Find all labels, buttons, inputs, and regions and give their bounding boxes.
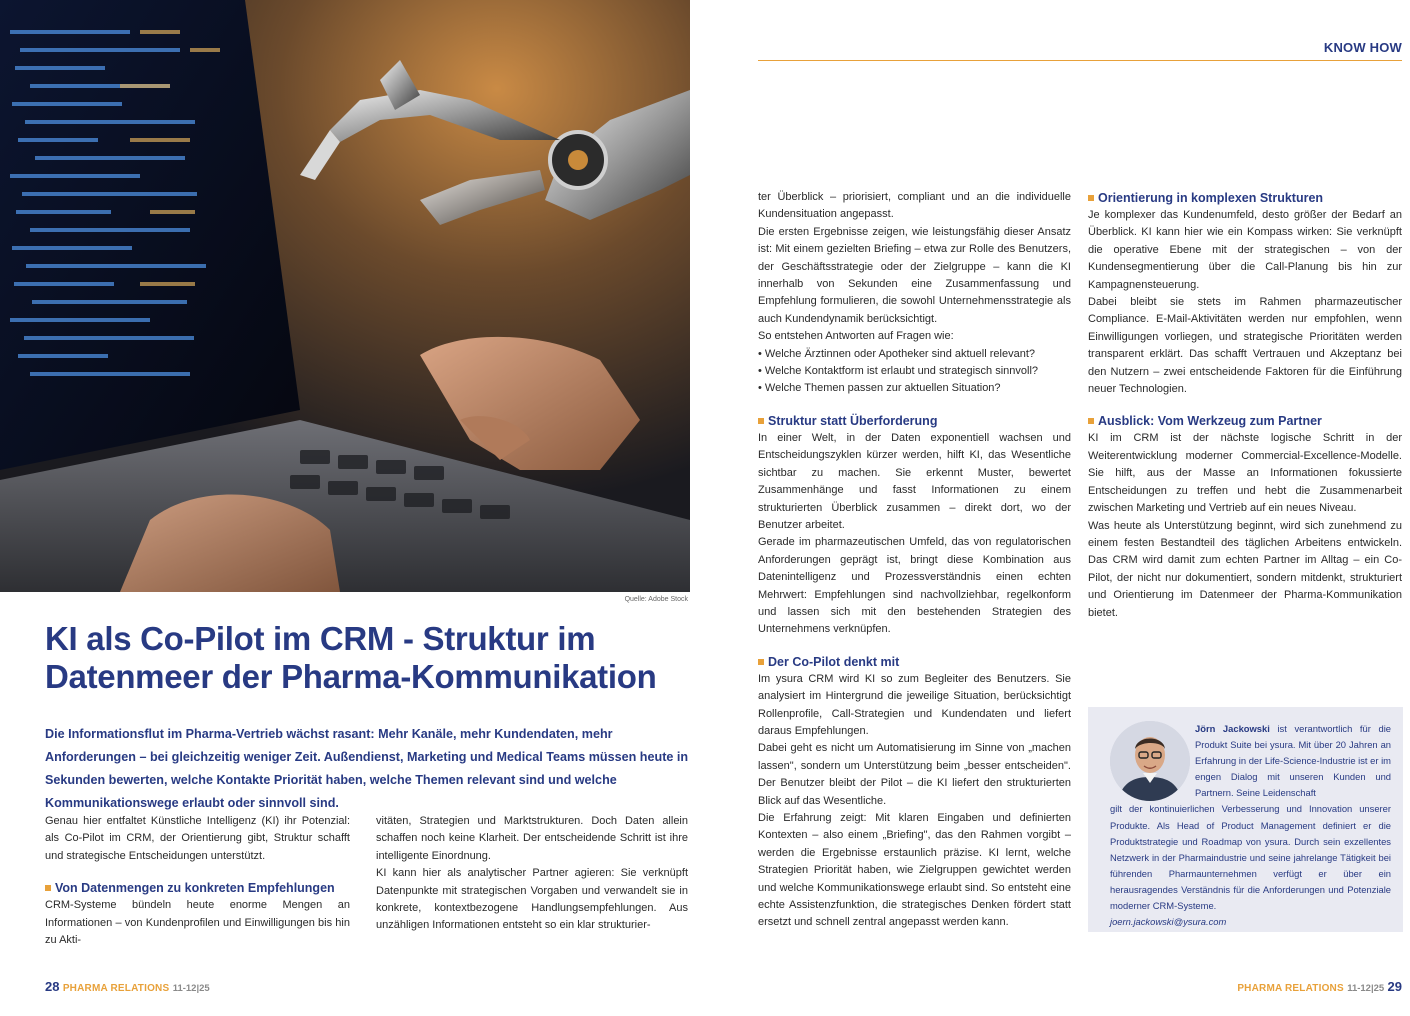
subheading: Der Co-Pilot denkt mit: [758, 653, 1071, 671]
magazine-name: PHARMA RELATIONS: [1237, 983, 1344, 994]
paragraph: Gerade im pharmazeutischen Umfeld, das von regulatorischen Anforderungen geprägt ist, bringt diese Kombination aus Datenintelligenz und Prozessverständnis einen echten Mehrwert: Empfehlungen sind nachvollziehbar, regelkonform und lassen sich mit den bestehenden Strategien des Unternehmens verknüpfen.: [758, 536, 1071, 636]
list-item: • Welche Themen passen zur aktuellen Situation?: [758, 380, 1071, 397]
author-name: Jörn Jackowski: [1195, 723, 1270, 734]
square-bullet-icon: [758, 659, 764, 665]
paragraph: Die ersten Ergebnisse zeigen, wie leistungsfähig dieser Ansatz ist: Mit einem gezielten Briefing – etwa zur Rolle des Benutzers, der Geschäftsstrategie oder der Zielgruppe – kann die KI innerhalb von Sekunden eine Zusammenfassung und Empfehlung formulieren, die sowohl Unternehmensstrategie als auch Kundendynamik berücksichtigt.: [758, 225, 1071, 325]
square-bullet-icon: [1088, 418, 1094, 424]
paragraph: Dabei geht es nicht um Automatisierung im Sinne von „machen lassen", sondern um Unterstützung beim „besser entscheiden". Der Benutzer bleibt der Pilot – die KI liefert den strukturierten Blick auf das Wesentliche.: [758, 742, 1071, 807]
paragraph: Je komplexer das Kundenumfeld, desto größer der Bedarf an Überblick. KI kann hier wie ein Kompass wirken: Sie verknüpft die operative Ebene mit der strategischen – von der Kundensegmentierung über die Call-Planung bis hin zur Kampagnensteuerung.: [1088, 209, 1402, 291]
author-email[interactable]: joern.jackowski@ysura.com: [1110, 916, 1227, 928]
hero-illustration: [0, 0, 690, 592]
paragraph: vitäten, Strategien und Marktstrukturen. Doch Daten allein schaffen noch keine Klarheit. Der entscheidende Schritt ist ihre intelligente Einordnung.: [376, 815, 688, 862]
hero-photo: [0, 0, 690, 592]
article-headline: KI als Co-Pilot im CRM - Struktur im Datenmeer der Pharma-Kommunikation: [45, 620, 657, 695]
list-item: • Welche Kontaktform ist erlaubt und strategisch sinnvoll?: [758, 363, 1071, 380]
article-lead: Die Informationsflut im Pharma-Vertrieb wächst rasant: Mehr Kanäle, mehr Kundendaten, mehr Anforderungen – bei gleichzeitig weniger Zeit. Außendienst, Marketing und Medical Teams müssen heute in Sekunden bewerten, welche Kontakte Priorität haben, welche Themen relevant sind und welche Kommunikationswege erlaubt oder sinnvoll sind.: [45, 727, 689, 810]
paragraph: KI im CRM ist der nächste logische Schritt in der Weiterentwicklung moderner Commercial-Excellence-Modelle. Sie hilft, aus der Masse an Informationen fokussierte Entscheidungen zu treffen und hebt die Zusammenarbeit zwischen Marketing und Vertrieb auf ein neues Niveau.: [1088, 432, 1402, 515]
author-bio-text: Jörn Jackowski ist verantwortlich für die Produkt Suite bei ysura. Mit über 20 Jahren an Erfahrung in der Life-Science-Industrie ist er im engen Dialog mit unseren Kunden und Partnern. Seine Leidenschaft gilt der kontinuierlichen Verbesserung und Innovation unserer Produkte. Als Head of Product Management definiert er die Produktstrategie und Roadmap von ysura. Durch sein exzellentes Netzwerk in der Pharmaindustrie und seine jahrelange Tätigkeit bei führenden Pharmaunternehmen verfügt er über ein herausragendes Verständnis für die Anforderungen und Potenziale moderner CRM-Systeme. joern.jackowski@ysura.com: [1110, 723, 1391, 928]
magazine-name: PHARMA RELATIONS: [62, 983, 170, 994]
footer-left: [45, 979, 210, 994]
paragraph: CRM-Systeme bündeln heute enorme Mengen an Informationen – von Kundenprofilen und Einwilligungen bis hin zu Akti-: [45, 899, 350, 947]
paragraph: KI kann hier als analytischer Partner agieren: Sie verknüpft Datenpunkte mit strategischen Vorgaben und verwandelt sie in konkrete, kontextbezogene Handlungsempfehlungen. Aus unzähligen Informationen entsteht so ein klar strukturier-: [376, 867, 688, 932]
text-column-4: [1088, 189, 1402, 622]
text-column-1: [45, 813, 350, 949]
author-avatar: [1110, 721, 1190, 801]
paragraph: In einer Welt, in der Daten exponentiell wachsen und Entscheidungszyklen kürzer werden, hilft KI, das Wesentliche sichtbar zu machen. Sie erkennt Muster, bewertet Zusammenhänge und fasst Informationen zu einem strukturierten Überblick zusammen – direkt dort, wo der Benutzer arbeitet.: [758, 431, 1071, 531]
question-list: [758, 346, 1071, 398]
square-bullet-icon: [45, 885, 51, 891]
footer-right: [1237, 979, 1402, 994]
header-divider: [758, 60, 1402, 61]
text-column-3: [758, 189, 1071, 932]
paragraph: Die Erfahrung zeigt: Mit klaren Eingaben und definierten Kontexten – also einem „Briefing", das den Rahmen vorgibt – werden die Ergebnisse erstaunlich präzise. KI lernt, welche Strategien Priorität haben, wie Zielgruppen gewichtet werden und welche Kommunikationswege erlaubt sind. So entsteht eine echte Assistenzfunktion, die strategisches Denken fördert statt ersetzt und schnell zentral angepasst werden kann.: [758, 812, 1071, 929]
text-column-2: [376, 813, 688, 935]
list-item: • Welche Ärztinnen oder Apotheker sind aktuell relevant?: [758, 346, 1071, 363]
subheading: Ausblick: Vom Werkzeug zum Partner: [1088, 412, 1402, 430]
paragraph: Im ysura CRM wird KI so zum Begleiter des Benutzers. Sie analysiert im Hintergrund die jeweilige Situation, berücksichtigt Rollenprofile, Call-Strategien und Kundendaten und liefert daraus Empfehlungen.: [758, 672, 1071, 737]
paragraph: Dabei bleibt sie stets im Rahmen pharmazeutischer Compliance. E-Mail-Aktivitäten werden nur empfohlen, wenn Einwilligungen vorliegen, und strategische Prioritäten werden transparent erklärt. Das schafft Vertrauen und Akzeptanz bei den Nutzern – zwei entscheidende Faktoren für die Einführung neuer Technologien.: [1088, 296, 1402, 396]
subheading: Von Datenmengen zu konkreten Empfehlungen: [45, 879, 350, 897]
paragraph: ter Überblick – priorisiert, compliant und an die individuelle Kundensituation angepasst.: [758, 191, 1071, 221]
page-number: 28: [45, 979, 60, 994]
subheading: Struktur statt Überforderung: [758, 412, 1071, 430]
page-number: 29: [1387, 979, 1402, 994]
section-tag: KNOW HOW: [1323, 40, 1402, 55]
issue-number: 11-12|25: [1347, 983, 1385, 994]
square-bullet-icon: [1088, 195, 1094, 201]
paragraph: So entstehen Antworten auf Fragen wie:: [758, 330, 954, 343]
paragraph: Genau hier entfaltet Künstliche Intelligenz (KI) ihr Potenzial: als Co-Pilot im CRM, der Orientierung gibt, Struktur schafft und strategische Entscheidungen unterstützt.: [45, 815, 350, 862]
paragraph: Was heute als Unterstützung beginnt, wird sich zunehmend zu einem festen Bestandteil des täglichen Arbeitens entwickeln. Das CRM wird damit zum echten Partner im Alltag – ein Co-Pilot, der nicht nur dokumentiert, sondern mitdenkt, strukturiert und Orientierung im Datenmeer der Pharma-Kommunikation bietet.: [1088, 519, 1402, 619]
author-bio-box: [1088, 707, 1403, 932]
issue-number: 11-12|25: [172, 983, 210, 994]
subheading: Orientierung in komplexen Strukturen: [1088, 189, 1402, 207]
square-bullet-icon: [758, 418, 764, 424]
photo-caption: Quelle: Adobe Stock: [624, 596, 688, 603]
